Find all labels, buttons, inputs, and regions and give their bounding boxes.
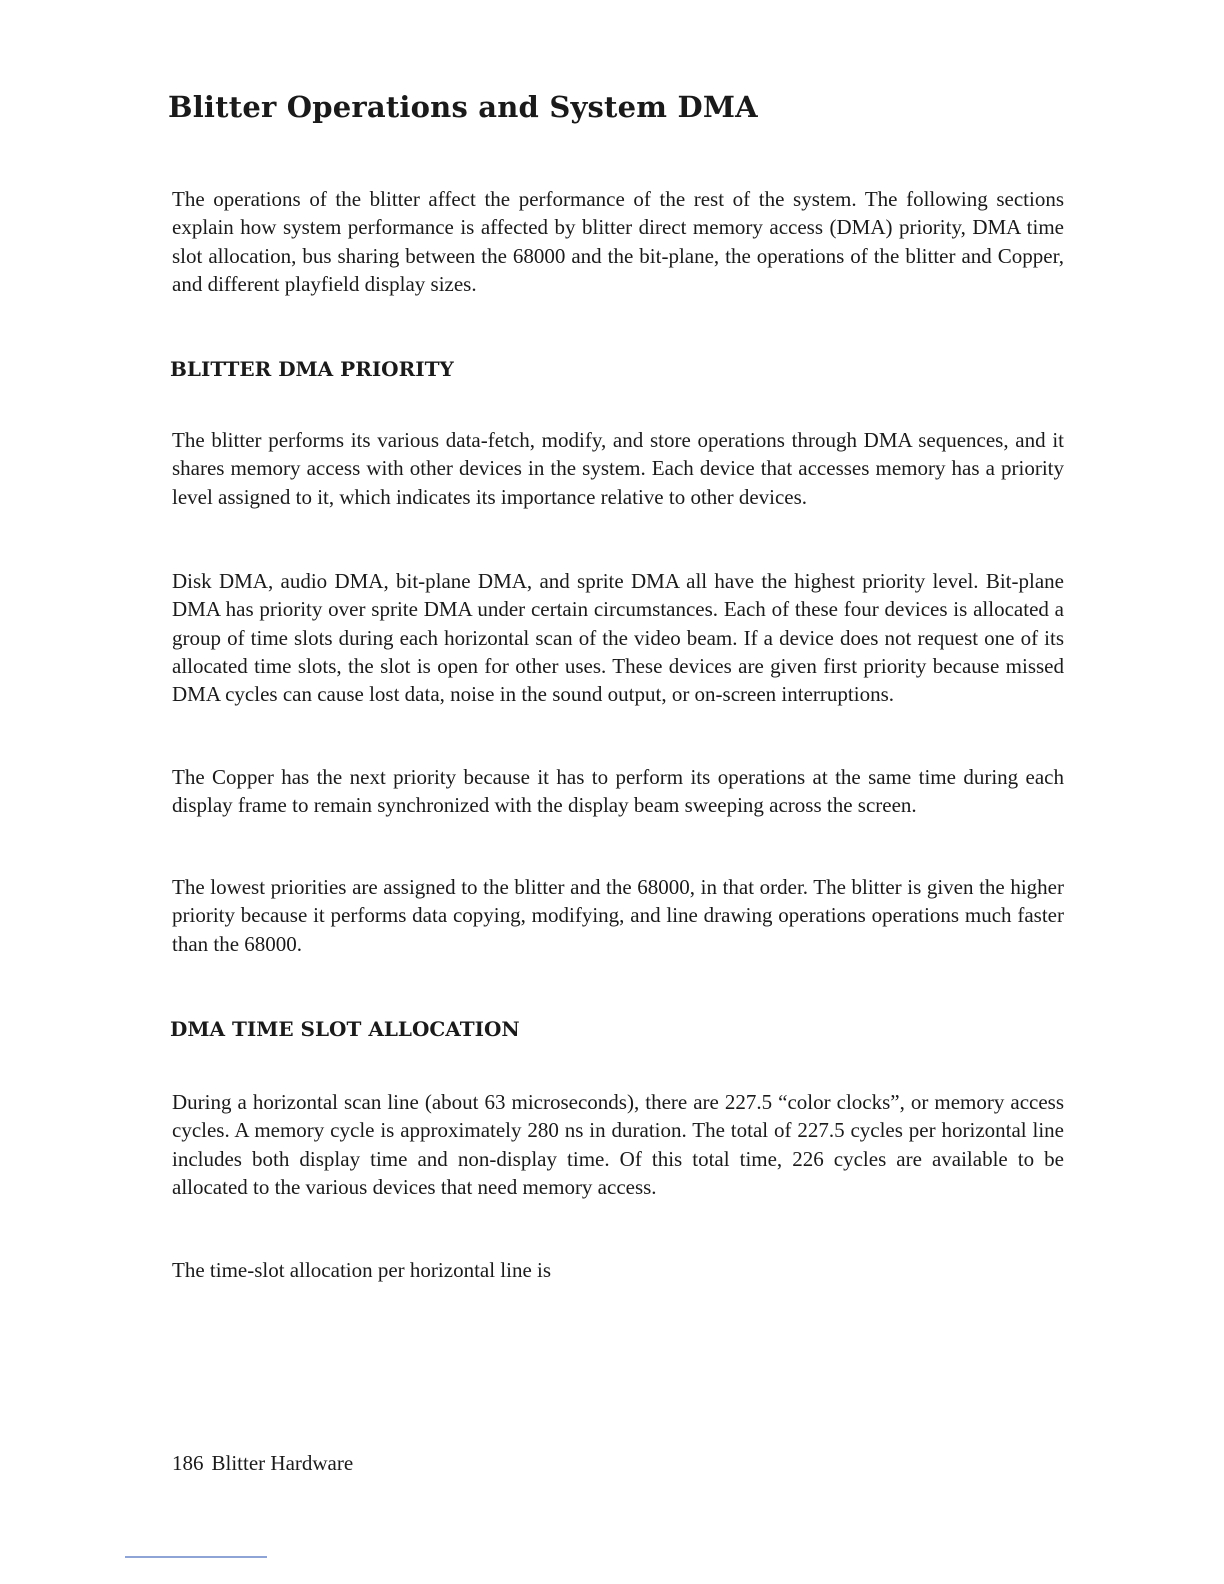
page-footer <box>172 1451 353 1476</box>
scan-edge-line <box>125 1556 267 1558</box>
page-number: 186 <box>172 1451 204 1475</box>
priority-paragraph-4: The lowest priorities are assigned to the blitter and the 68000, in that order. The blitter is given the higher priority because it performs data copying, modifying, and line drawing operations operations much faster than the 68000. <box>172 875 1064 956</box>
priority-paragraph-2: Disk DMA, audio DMA, bit-plane DMA, and sprite DMA all have the highest priority level. Bit-plane DMA has priority over sprite DMA under certain circumstances. Each of these four devices is allocated a group of time slots during each horizontal scan of the video beam. If a device does not request one of its allocated time slots, the slot is open for other uses. These devices are given first priority because missed DMA cycles can cause lost data, noise in the sound output, or on-screen interruptions. <box>172 569 1064 707</box>
intro-paragraph: The operations of the blitter affect the performance of the rest of the system. The following sections explain how system performance is affected by blitter direct memory access (DMA) priority, DMA time slot allocation, bus sharing between the 68000 and the bit-plane, the operations of the blitter and Copper, and different playfield display sizes. <box>172 187 1064 296</box>
priority-paragraph-1: The blitter performs its various data-fetch, modify, and store operations through DMA sequences, and it shares memory access with other devices in the system. Each device that accesses memory has a priority level assigned to it, which indicates its importance relative to other devices. <box>172 428 1064 509</box>
section-heading-blitter-dma-priority: BLITTER DMA PRIORITY <box>170 357 454 381</box>
allocation-paragraph-2: The time-slot allocation per horizontal line is <box>172 1258 552 1282</box>
page-title: Blitter Operations and System DMA <box>168 90 758 124</box>
allocation-paragraph-1: During a horizontal scan line (about 63 microseconds), there are 227.5 “color clocks”, or memory access cycles. A memory cycle is approximately 280 ns in duration. The total of 227.5 cycles per horizontal line includes both display time and non-display time. Of this total time, 226 cycles are available to be allocated to the various devices that need memory access. <box>172 1090 1064 1199</box>
section-heading-dma-time-slot-allocation: DMA TIME SLOT ALLOCATION <box>170 1017 520 1041</box>
priority-paragraph-3: The Copper has the next priority because it has to perform its operations at the same time during each display frame to remain synchronized with the display beam sweeping across the screen. <box>172 765 1064 818</box>
running-title: Blitter Hardware <box>211 1451 354 1475</box>
